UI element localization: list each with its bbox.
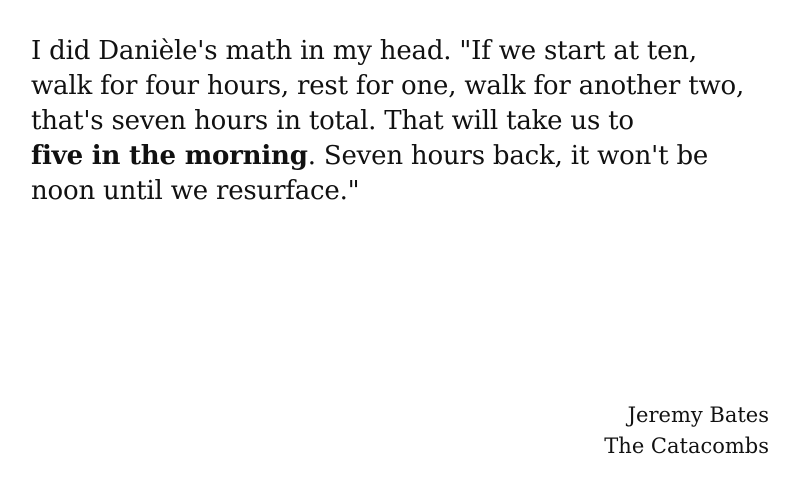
attribution — [604, 400, 769, 462]
quote-line-1: I did Danièle's math in my head. "If we start at ten, — [31, 36, 697, 66]
book-title: The Catacombs — [604, 434, 769, 458]
author-name: Jeremy Bates — [627, 403, 769, 427]
quote-text — [31, 34, 771, 209]
quote-line-2: walk for four hours, rest for one, walk for another two, — [31, 71, 745, 101]
quote-highlight-time: five in the morning — [31, 141, 308, 171]
quote-line-5: noon until we resurface." — [31, 176, 360, 206]
quote-line-3: that's seven hours in total. That will take us to — [31, 106, 634, 136]
quote-line-4 — [31, 139, 771, 174]
quote-line-4-rest: . Seven hours back, it won't be — [307, 141, 709, 171]
